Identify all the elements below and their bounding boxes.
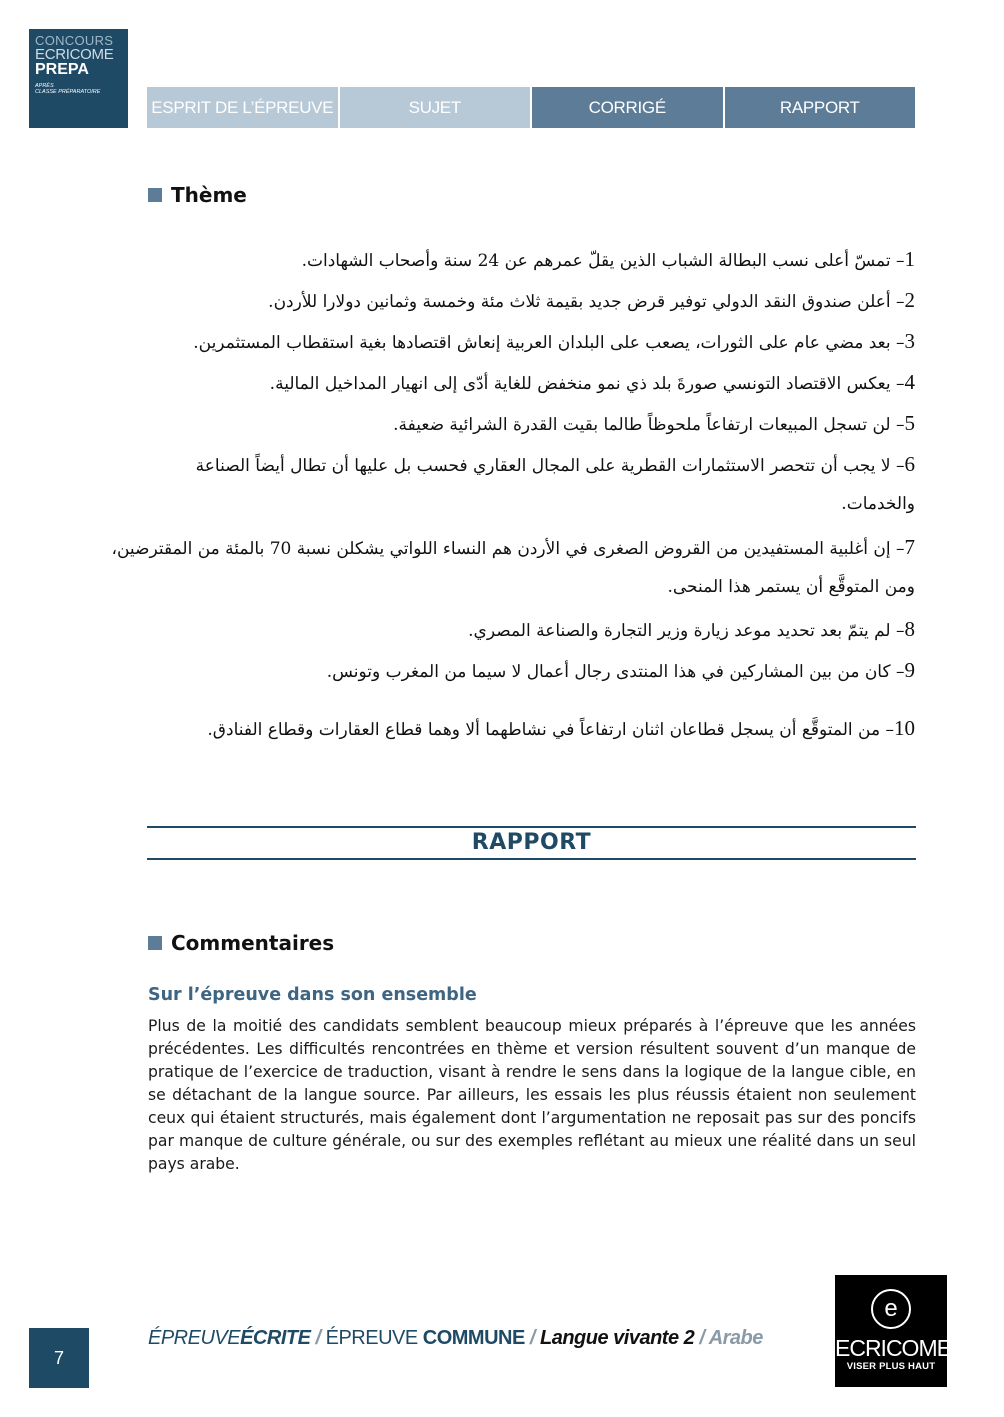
item-dash: – <box>896 621 905 641</box>
item-dash: – <box>896 415 905 435</box>
item-text: إن أغلبية المستفيدين من القروض الصغرى في الأردن هم النساء اللواتي يشكلن نسبة 70 بالمئة من المقترضين، <box>111 539 891 559</box>
theme-item-continuation: ومن المتوقَّع أن يستمر هذا المنحى. <box>667 577 915 597</box>
footer-ecrite: ÉCRITE <box>240 1327 311 1349</box>
tab-sujet[interactable]: SUJET <box>340 87 531 128</box>
footer-langue: Langue vivante 2 <box>539 1327 695 1349</box>
item-dash: – <box>896 333 905 353</box>
item-number: 5 <box>904 411 915 435</box>
theme-item <box>268 288 915 313</box>
item-dash: – <box>896 251 905 271</box>
item-number: 3 <box>904 329 915 353</box>
item-dash: – <box>896 292 905 312</box>
item-text: كان من بين المشاركين في هذا المنتدى رجال أعمال لا سيما من المغرب وتونس. <box>326 662 891 682</box>
tab-corrige[interactable]: CORRIGÉ <box>532 87 723 128</box>
item-text: تمسّ أعلى نسب البطالة الشباب الذين يقلّ عمرهم عن 24 سنة وأصحاب الشهادات. <box>301 251 891 271</box>
commentaires-heading-text: Commentaires <box>171 931 335 955</box>
theme-item <box>302 247 915 272</box>
item-text: أعلن صندوق النقد الدولي توفير قرض جديد بقيمة ثلاث مئة وخمسة وثمانين دولارا للأردن. <box>268 292 891 312</box>
item-dash: – <box>896 662 905 682</box>
brand-name: ECRICOME <box>835 1335 951 1361</box>
commentaires-heading <box>148 931 334 955</box>
item-number: 10 <box>894 716 915 740</box>
item-text: بعد مضي عام على الثورات، يصعب على البلدان العربية إنعاش اقتصادها بغية استقطاب المستثمرين. <box>193 333 891 353</box>
theme-item <box>193 329 915 354</box>
theme-item <box>270 370 915 395</box>
theme-item <box>393 411 915 436</box>
theme-item <box>111 535 915 560</box>
tab-esprit[interactable]: ESPRIT DE L’ÉPREUVE <box>147 87 338 128</box>
item-text: لم يتمّ بعد تحديد موعد زيارة وزير التجارة والصناعة المصري. <box>468 621 891 641</box>
item-dash: – <box>896 456 905 476</box>
footer-commune: COMMUNE <box>422 1327 525 1349</box>
item-number: 2 <box>904 288 915 312</box>
footer-epreuve: ÉPREUVE <box>148 1327 241 1349</box>
section-tabs <box>147 87 915 128</box>
item-number: 1 <box>904 247 915 271</box>
body-paragraph: Plus de la moitié des candidats semblent beaucoup mieux préparés à l’épreuve que les années précédentes. Les difficultés rencontrées en thème et version résultent souvent d’un manque de pratique de l’exercice de traduction, visant à rendre le sens dans la logique de la langue cible, en se détachant de la langue source. Par ailleurs, les essais les plus réussis étaient non seulement ceux qui étaient structurés, mais également dont l’argumentation ne reposait pas sur des poncifs par manque de culture générale, ou sur des exemples reflétant au mieux une réalité dans un seul pays arabe. <box>148 1017 916 1173</box>
logo-line-apres: APRÈS <box>35 83 54 89</box>
item-number: 6 <box>904 452 915 476</box>
theme-heading <box>148 183 247 207</box>
item-dash: – <box>885 720 894 740</box>
brand-tagline: VISER PLUS HAUT <box>846 1361 936 1372</box>
banner-rule-bottom <box>147 858 916 860</box>
rapport-banner-title: RAPPORT <box>471 830 592 855</box>
item-text: من المتوقَّع أن يسجل قطاعان اثنان ارتفاعاً في نشاطهما ألا وهما قطاع العقارات وقطاع الفنادق. <box>207 720 881 740</box>
footer-arabe: Arabe <box>708 1327 763 1349</box>
theme-item <box>327 658 915 683</box>
footer-exam-label <box>148 1327 763 1350</box>
theme-item-continuation: والخدمات. <box>841 494 915 514</box>
theme-heading-text: Thème <box>171 183 247 207</box>
banner-rule-top <box>147 826 916 828</box>
ecricome-e-icon: e <box>871 1289 911 1329</box>
theme-item <box>196 452 915 477</box>
logo-line-prepa: PREPA <box>35 61 89 78</box>
item-dash: – <box>896 374 905 394</box>
logo-line-classe: CLASSE PRÉPARATOIRE <box>35 89 101 95</box>
concours-logo <box>29 29 128 128</box>
ecricome-brand-logo <box>835 1275 951 1387</box>
logo-line-ecricome: ECRICOME <box>35 46 114 63</box>
footer-epreuve-2: ÉPREUVE <box>325 1327 418 1349</box>
theme-item <box>207 716 915 741</box>
footer-separator: / <box>694 1327 709 1349</box>
item-text: لن تسجل المبيعات ارتفاعاً ملحوظاً طالما بقيت القدرة الشرائية ضعيفة. <box>393 415 891 435</box>
footer-separator: / <box>310 1327 326 1349</box>
section-subheading: Sur l’épreuve dans son ensemble <box>148 985 477 1005</box>
square-bullet-icon <box>148 188 162 202</box>
theme-item <box>468 617 915 642</box>
item-number: 7 <box>904 535 915 559</box>
item-dash: – <box>896 539 905 559</box>
page-number: 7 <box>29 1328 89 1388</box>
item-number: 4 <box>904 370 915 394</box>
item-text: يعكس الاقتصاد التونسي صورةَ بلد ذي نمو منخفض للغاية أدّى إلى انهيار المداخيل المالية. <box>269 374 891 394</box>
square-bullet-icon <box>148 936 162 950</box>
item-number: 8 <box>904 617 915 641</box>
item-text: لا يجب أن تتحصر الاستثمارات القطرية على المجال العقاري فحسب بل عليها أن تطال أيضاً الصناعة <box>195 456 891 476</box>
tab-rapport[interactable]: RAPPORT <box>725 87 916 128</box>
footer-separator: / <box>524 1327 540 1349</box>
item-number: 9 <box>904 658 915 682</box>
logo-line-concours: CONCOURS <box>35 33 114 48</box>
